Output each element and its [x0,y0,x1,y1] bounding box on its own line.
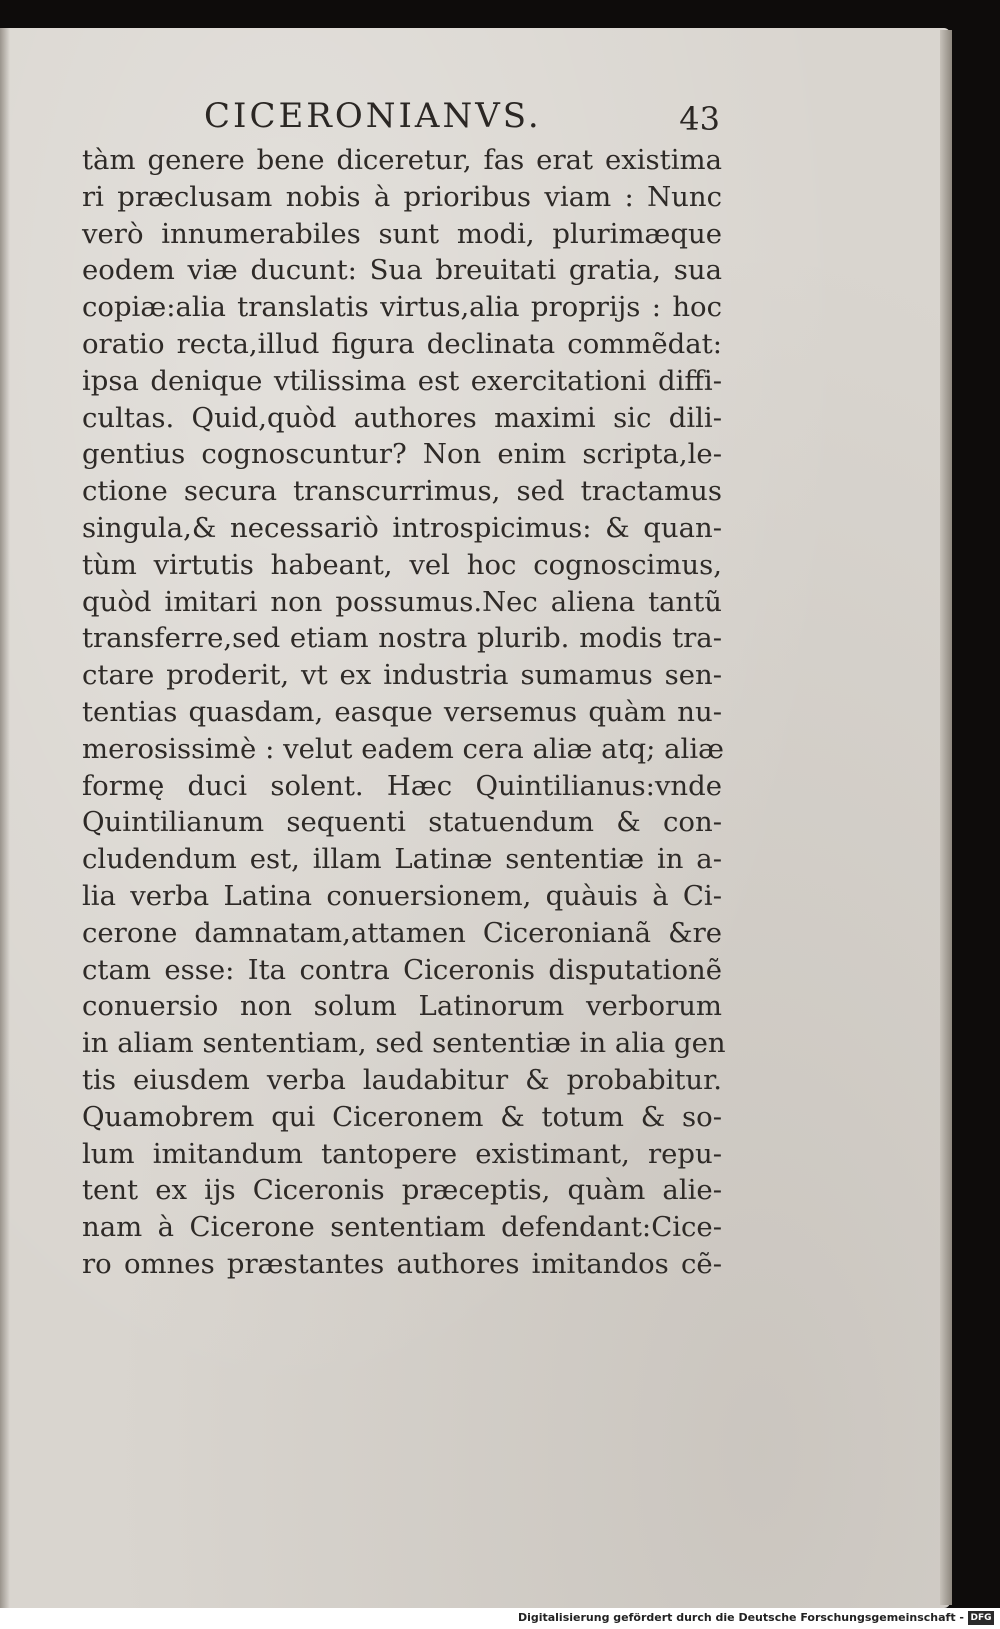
text-line: eodem viæ ducunt: Sua breuitati gratia, sua [82,254,722,287]
text-line: formę duci solent. Hæc Quintilianus:vnde [82,769,722,802]
text-line: cultas. Quid,quòd authores maximi sic dili- [82,401,722,434]
text-line: verò innumerabiles sunt modi, plurimæque [82,217,722,250]
running-head: CICERONIANVS. [204,96,542,136]
text-line: lia verba Latina conuersionem, quàuis à Ci- [82,879,722,912]
text-line: tàm genere bene diceretur, fas erat existima [82,144,722,176]
text-line: gentius cognoscuntur? Non enim scripta,le- [82,438,722,471]
text-line: Quamobrem qui Ciceronem & totum & so- [82,1100,722,1133]
text-line: merosissimè : velut eadem cera aliæ atq; aliæ [82,732,724,765]
text-line: ctam esse: Ita contra Ciceronis disputationẽ [82,953,722,986]
text-line: conuersio non solum Latinorum verborum [82,990,722,1023]
body-text [82,142,726,1283]
text-line: Quintilianum sequenti statuendum & con- [82,806,722,839]
text-line: singula,& necessariò introspicimus: & quan- [82,511,722,544]
text-line: nam à Cicerone sententiam defendant:Cice- [82,1211,722,1244]
text-line: transferre,sed etiam nostra plurib. modis tra- [82,622,722,655]
text-line: in aliam sententiam, sed sententiæ in alia gen [82,1027,726,1060]
text-line: tis eiusdem verba laudabitur & probabitur. [82,1063,722,1096]
text-line: copiæ:alia translatis virtus,alia proprijs : hoc [82,291,722,324]
text-line: oratio recta,illud figura declinata commẽdat: [82,327,722,360]
text-line: lum imitandum tantopere existimant, repu- [82,1137,722,1170]
page-number: 43 [679,100,720,138]
text-line: cludendum est, illam Latinæ sententiæ in a- [82,843,722,876]
text-line: tent ex ijs Ciceronis præceptis, quàm alie- [82,1174,722,1207]
page-header [80,96,720,140]
text-line: ctione secura transcurrimus, sed tractamus [82,475,722,508]
digitization-footer [0,1608,1000,1629]
text-line: ro omnes præstantes authores imitandos cẽ- [82,1247,722,1280]
funding-credit: Digitalisierung gefördert durch die Deutsche Forschungsgemeinschaft - [517,1611,964,1624]
text-line: cerone damnatam,attamen Ciceronianã &re [82,916,722,949]
text-line: tùm virtutis habeant, vel hoc cognoscimus, [82,548,722,581]
text-line: ri præclusam nobis à prioribus viam : Nunc [82,180,722,213]
text-line: ctare proderit, vt ex industria sumamus sen- [82,659,722,692]
text-line: quòd imitari non possumus.Nec aliena tantũ [82,585,722,618]
text-line: ipsa denique vtilissima est exercitationi diffi- [82,364,722,397]
page-edge [940,30,952,1605]
text-line: tentias quasdam, easque versemus quàm nu- [82,695,722,728]
dfg-logo: DFG [968,1611,994,1625]
page-gutter [0,28,10,1608]
